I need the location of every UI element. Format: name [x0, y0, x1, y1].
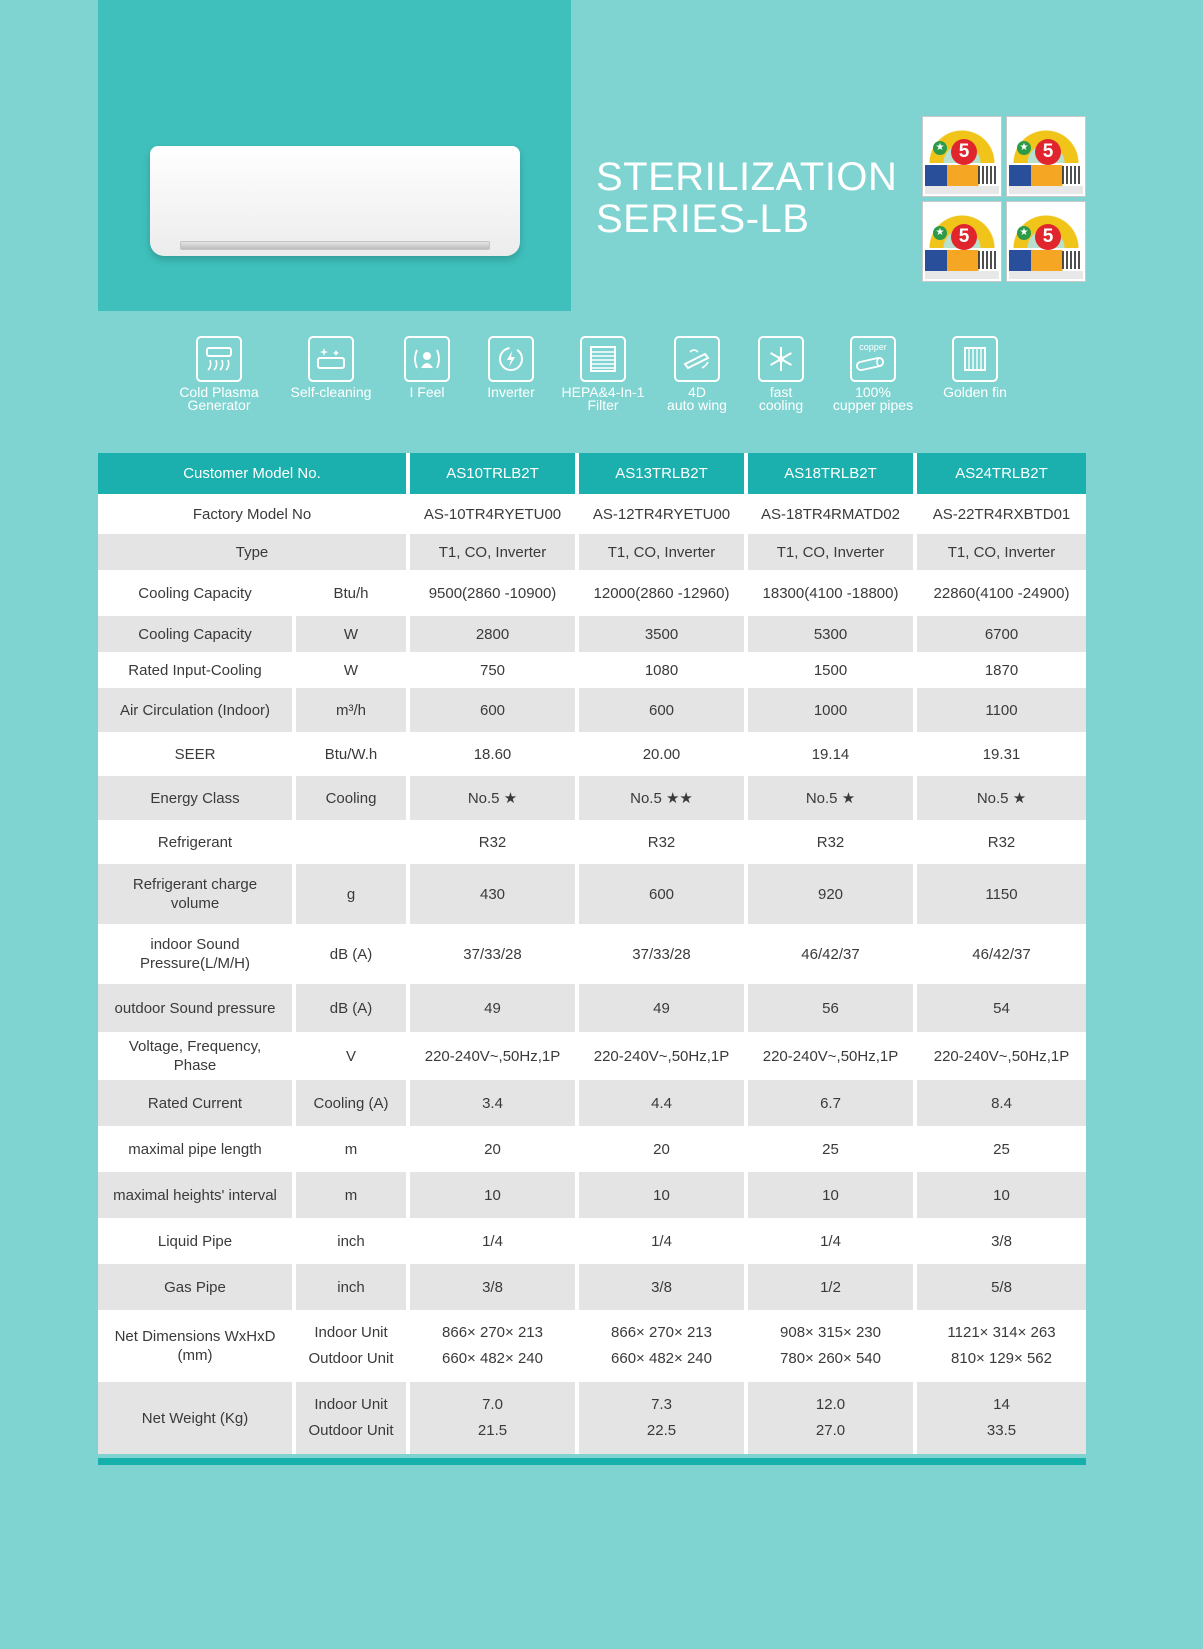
feature-cold-plasma [164, 336, 274, 412]
row-label: Voltage, Frequency, Phase [98, 1032, 296, 1080]
table-row [98, 820, 1086, 864]
header-model: AS24TRLB2T [917, 453, 1086, 494]
cell-value: AS-10TR4RYETU00 [410, 494, 579, 534]
cell-value: R32 [917, 820, 1086, 864]
snowflake-icon [758, 336, 804, 382]
row-unit: inch [296, 1218, 410, 1264]
row-label: SEER [98, 732, 296, 776]
row-unit: W [296, 616, 410, 652]
table-row [98, 776, 1086, 820]
row-label: indoor Sound Pressure(L/M/H) [98, 924, 296, 984]
table-row [98, 1032, 1086, 1080]
header-model: AS13TRLB2T [579, 453, 748, 494]
cell-value: 1150 [917, 864, 1086, 924]
table-row [98, 494, 1086, 534]
row-label: Refrigerant [98, 820, 296, 864]
cell-value: 1/2 [748, 1264, 917, 1310]
feature-label: Cold Plasma Generator [179, 384, 259, 413]
row-unit: m³/h [296, 688, 410, 732]
row-label: Factory Model No [98, 494, 410, 534]
energy-label-card [1006, 201, 1086, 282]
table-row [98, 570, 1086, 616]
header-model: AS18TRLB2T [748, 453, 917, 494]
row-label: Refrigerant charge volume [98, 864, 296, 924]
cell-value: 430 [410, 864, 579, 924]
cell-value: No.5 ★ [917, 776, 1086, 820]
cell-value: 1000 [748, 688, 917, 732]
row-unit: inch [296, 1264, 410, 1310]
cell-value: 20 [579, 1126, 748, 1172]
cell-value: 7.3 22.5 [579, 1382, 748, 1454]
row-label: maximal pipe length [98, 1126, 296, 1172]
energy-rating-badge: 5 [1035, 139, 1061, 165]
cell-value: 1/4 [579, 1218, 748, 1264]
cell-value: 20.00 [579, 732, 748, 776]
self-cleaning-icon [308, 336, 354, 382]
header-model: AS10TRLB2T [410, 453, 579, 494]
row-unit: m [296, 1172, 410, 1218]
cell-value: 866× 270× 213 660× 482× 240 [410, 1310, 579, 1382]
row-label: Cooling Capacity [98, 616, 296, 652]
table-header-row [98, 453, 1086, 494]
table-row [98, 1126, 1086, 1172]
cell-value: AS-18TR4RMATD02 [748, 494, 917, 534]
cell-value: 866× 270× 213 660× 482× 240 [579, 1310, 748, 1382]
table-row [98, 732, 1086, 776]
row-unit: V [296, 1032, 410, 1080]
cell-value: 37/33/28 [579, 924, 748, 984]
cell-value: 1100 [917, 688, 1086, 732]
cell-value: T1, CO, Inverter [917, 534, 1086, 570]
table-row [98, 688, 1086, 732]
cell-value: 6700 [917, 616, 1086, 652]
golden-fin-icon [952, 336, 998, 382]
cell-value: 10 [748, 1172, 917, 1218]
energy-rating-badge: 5 [951, 224, 977, 250]
energy-label-card [1006, 116, 1086, 197]
star-icon: ★ [933, 226, 947, 240]
cell-value: 10 [579, 1172, 748, 1218]
cell-value: 37/33/28 [410, 924, 579, 984]
table-row [98, 864, 1086, 924]
energy-labels [922, 116, 1088, 284]
cell-value: 10 [410, 1172, 579, 1218]
cell-value: 4.4 [579, 1080, 748, 1126]
cell-value: R32 [748, 820, 917, 864]
row-label: Liquid Pipe [98, 1218, 296, 1264]
table-row [98, 616, 1086, 652]
cell-value: 600 [579, 864, 748, 924]
cell-value: 18300(4100 -18800) [748, 570, 917, 616]
qr-code-icon [1062, 166, 1080, 184]
feature-label: Inverter [487, 384, 535, 400]
feature-label: HEPA&4-In-1 Filter [561, 384, 645, 413]
row-unit [296, 820, 410, 864]
star-icon: ★ [1017, 226, 1031, 240]
cell-value: No.5 ★★ [579, 776, 748, 820]
row-label: Rated Input-Cooling [98, 652, 296, 688]
cell-value: 220-240V~,50Hz,1P [410, 1032, 579, 1080]
qr-code-icon [1062, 251, 1080, 269]
cell-value: 920 [748, 864, 917, 924]
cell-value: 54 [917, 984, 1086, 1032]
series-title-line1: STERILIZATION [596, 155, 898, 199]
feature-copper-pipes [818, 336, 928, 412]
spec-table [98, 453, 1086, 1454]
cell-value: No.5 ★ [410, 776, 579, 820]
cell-value: 3/8 [579, 1264, 748, 1310]
cell-value: 25 [748, 1126, 917, 1172]
row-label: Type [98, 534, 410, 570]
cell-value: No.5 ★ [748, 776, 917, 820]
cell-value: 25 [917, 1126, 1086, 1172]
cell-value: 1121× 314× 263 810× 129× 562 [917, 1310, 1086, 1382]
cell-value: 10 [917, 1172, 1086, 1218]
cell-value: 46/42/37 [917, 924, 1086, 984]
inverter-icon [488, 336, 534, 382]
series-title-line2: SERIES-LB [596, 197, 810, 241]
auto-wing-icon [674, 336, 720, 382]
energy-label-card [922, 116, 1002, 197]
cell-value: 220-240V~,50Hz,1P [917, 1032, 1086, 1080]
cell-value: T1, CO, Inverter [748, 534, 917, 570]
row-label: Rated Current [98, 1080, 296, 1126]
row-label: Cooling Capacity [98, 570, 296, 616]
cell-value: T1, CO, Inverter [579, 534, 748, 570]
table-row [98, 984, 1086, 1032]
cell-value: 3.4 [410, 1080, 579, 1126]
cell-value: 3500 [579, 616, 748, 652]
table-row [98, 1172, 1086, 1218]
row-unit: Cooling [296, 776, 410, 820]
cell-value: AS-12TR4RYETU00 [579, 494, 748, 534]
cell-value: 1080 [579, 652, 748, 688]
cell-value: 9500(2860 -10900) [410, 570, 579, 616]
cell-value: T1, CO, Inverter [410, 534, 579, 570]
cell-value: 3/8 [917, 1218, 1086, 1264]
series-title [596, 156, 897, 240]
row-label: Net Weight (Kg) [98, 1382, 296, 1454]
header-customer-model: Customer Model No. [98, 453, 410, 494]
cell-value: 19.14 [748, 732, 917, 776]
row-label: maximal heights' interval [98, 1172, 296, 1218]
feature-icons [160, 336, 1040, 426]
cell-value: 20 [410, 1126, 579, 1172]
row-label: outdoor Sound pressure [98, 984, 296, 1032]
row-unit: W [296, 652, 410, 688]
cell-value: R32 [579, 820, 748, 864]
star-icon: ★ [933, 141, 947, 155]
hero-panel [98, 0, 571, 311]
cell-value: 908× 315× 230 780× 260× 540 [748, 1310, 917, 1382]
feature-golden-fin [920, 336, 1030, 399]
cell-value: R32 [410, 820, 579, 864]
star-icon: ★ [1017, 141, 1031, 155]
air-conditioner-image [150, 146, 520, 256]
energy-rating-badge: 5 [951, 139, 977, 165]
table-row [98, 1218, 1086, 1264]
feature-label: 100% cupper pipes [832, 384, 914, 413]
cell-value: 8.4 [917, 1080, 1086, 1126]
qr-code-icon [978, 166, 996, 184]
feature-label: I Feel [409, 384, 445, 400]
row-unit: m [296, 1126, 410, 1172]
row-unit: g [296, 864, 410, 924]
row-unit: Btu/h [296, 570, 410, 616]
ac-vent [180, 241, 490, 250]
table-row [98, 1264, 1086, 1310]
cell-value: 600 [579, 688, 748, 732]
i-feel-icon [404, 336, 450, 382]
row-unit: dB (A) [296, 924, 410, 984]
cell-value: 220-240V~,50Hz,1P [579, 1032, 748, 1080]
feature-label: fast cooling [758, 384, 804, 413]
cell-value: 1/4 [410, 1218, 579, 1264]
row-label: Net Dimensions WxHxD (mm) [98, 1310, 296, 1382]
cell-value: 1500 [748, 652, 917, 688]
cell-value: 18.60 [410, 732, 579, 776]
cell-value: 14 33.5 [917, 1382, 1086, 1454]
qr-code-icon [978, 251, 996, 269]
row-label: Air Circulation (Indoor) [98, 688, 296, 732]
copper-pipe-icon [850, 336, 896, 382]
row-unit: Cooling (A) [296, 1080, 410, 1126]
row-unit: Btu/W.h [296, 732, 410, 776]
row-unit: Indoor Unit Outdoor Unit [296, 1382, 410, 1454]
cell-value: 220-240V~,50Hz,1P [748, 1032, 917, 1080]
row-unit: Indoor Unit Outdoor Unit [296, 1310, 410, 1382]
feature-self-cleaning [276, 336, 386, 399]
cell-value: AS-22TR4RXBTD01 [917, 494, 1086, 534]
cell-value: 46/42/37 [748, 924, 917, 984]
table-row [98, 1382, 1086, 1454]
cell-value: 49 [410, 984, 579, 1032]
cell-value: 3/8 [410, 1264, 579, 1310]
feature-label: Golden fin [943, 384, 1007, 400]
cell-value: 22860(4100 -24900) [917, 570, 1086, 616]
cell-value: 7.0 21.5 [410, 1382, 579, 1454]
cell-value: 2800 [410, 616, 579, 652]
table-row [98, 652, 1086, 688]
energy-rating-badge: 5 [1035, 224, 1061, 250]
energy-label-card [922, 201, 1002, 282]
row-label: Gas Pipe [98, 1264, 296, 1310]
cell-value: 56 [748, 984, 917, 1032]
table-row [98, 924, 1086, 984]
cell-value: 1/4 [748, 1218, 917, 1264]
cell-value: 1870 [917, 652, 1086, 688]
cell-value: 5300 [748, 616, 917, 652]
cell-value: 6.7 [748, 1080, 917, 1126]
cell-value: 49 [579, 984, 748, 1032]
cold-plasma-icon [196, 336, 242, 382]
cell-value: 19.31 [917, 732, 1086, 776]
table-row [98, 1080, 1086, 1126]
table-row [98, 534, 1086, 570]
row-label: Energy Class [98, 776, 296, 820]
cell-value: 600 [410, 688, 579, 732]
feature-label: 4D auto wing [667, 384, 727, 413]
feature-label: Self-cleaning [290, 384, 372, 400]
cell-value: 750 [410, 652, 579, 688]
cell-value: 12.0 27.0 [748, 1382, 917, 1454]
filter-icon [580, 336, 626, 382]
row-unit: dB (A) [296, 984, 410, 1032]
copper-tag: copper [859, 341, 887, 352]
cell-value: 12000(2860 -12960) [579, 570, 748, 616]
bottom-bar [98, 1458, 1086, 1465]
cell-value: 5/8 [917, 1264, 1086, 1310]
table-row [98, 1310, 1086, 1382]
